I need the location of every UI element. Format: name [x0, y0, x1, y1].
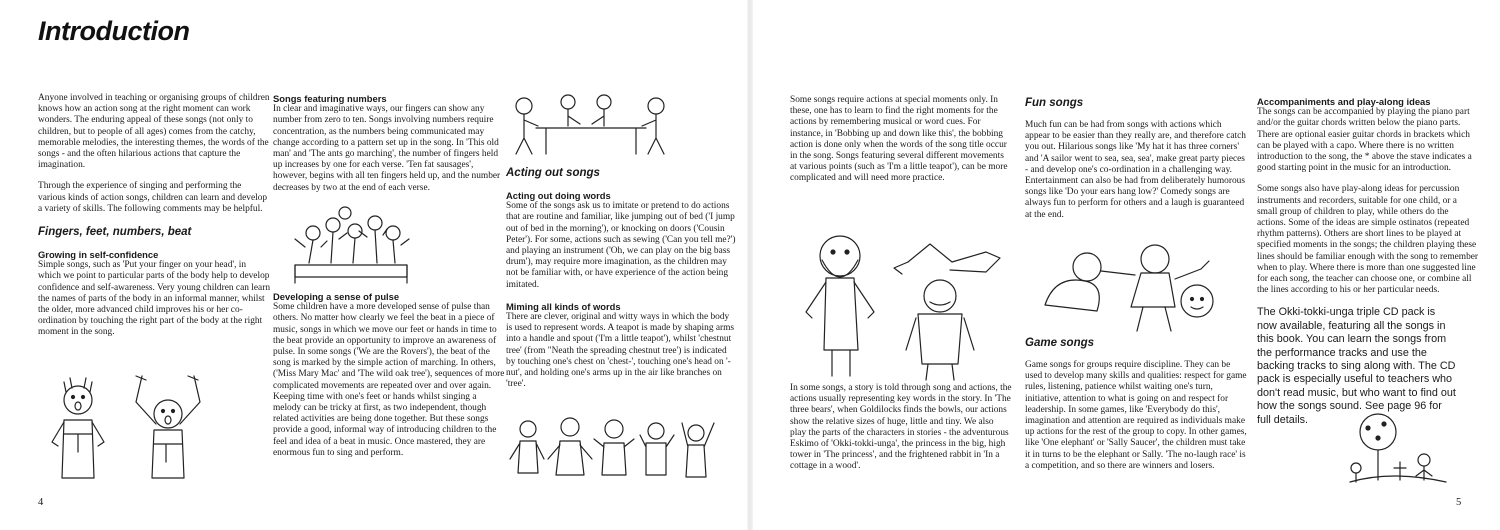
- page-number-right: 5: [1456, 497, 1462, 508]
- miming-paragraph: There are clever, original and witty ways in which the body is used to represent words. A teapot is made by shaping arms into a handle and spout ('I'm a little teapot'), whilst 'chestnut tree' (from "Neath the spreading chestnut tree') is indicated by touching one's chest on 'chest-', touching one's head on '-nut', and holding one's arms up in the air like branches on 'tree'.: [506, 312, 735, 390]
- section-acting-out: Acting out songs: [506, 167, 600, 179]
- skills-paragraph: Through the experience of singing and performing the various kinds of action songs, children can learn and develop a variety of skills. The following comments may be helpful.: [38, 181, 268, 214]
- page-number-left: 4: [38, 497, 44, 508]
- heading-doing-words: Acting out doing words: [506, 190, 611, 201]
- column-6: [1257, 96, 1479, 437]
- page-title: Introduction: [38, 16, 190, 46]
- column-4-lower: [790, 383, 1012, 483]
- elephant-game-illustration: [1025, 235, 1230, 335]
- column-3: [506, 166, 736, 400]
- story-paragraph: In some songs, a story is told through song and actions, the actions usually representing key words in the story. In 'The three bears', when Goldilocks finds the bowls, our actions show the relative sizes of huge, little and tiny. We also play the parts of the characters in stories - the adventurous Eskimo of 'Okki-tokki-unga', the princess in the big, high tower in 'The princess', and the frightened rabbit in 'In a cottage in a wood'.: [790, 383, 1012, 472]
- bearded-man-and-figure-illustration: [790, 222, 1020, 382]
- self-confidence-paragraph: Simple songs, such as 'Put your finger on your head', in which we point to particular parts of the body help to develop confidence and self-awareness. Very young children can learn the names of parts of the body in an informal manner, whilst the older, more advanced child improves his or her co-ordination by touching the right part of the body at the right moment in the song.: [38, 260, 271, 338]
- column-1: [38, 93, 270, 349]
- section-game-songs: Game songs: [1025, 337, 1095, 349]
- heading-pulse: Developing a sense of pulse: [273, 291, 400, 302]
- pulse-paragraph: Some children have a more developed sense of pulse than others. No matter how clearly we feel the beat in a piece of music, songs in which we move our feet or hands in time to the beat provide an opportunity to improve an awareness of pulse. In some songs ('We are the Rovers'), the beat of the song is marked by the simple action of marching. In others, ('Miss Mary Mac' and 'The wild oak tree'), sequences of more complicated movements are repeated over and over again. Keeping time with one's feet or hands whilst singing a melody can be tricky at first, as two independent, though related activities are being done together. But these songs provide a good, informal way of introducing children to the feel and idea of a beat in music. Once mastered, they are enormous fun to sing and perform.: [273, 302, 505, 458]
- two-children-illustration: [38, 372, 228, 482]
- section-fun-songs: Fun songs: [1025, 97, 1084, 109]
- doing-words-paragraph: Some of the songs ask us to imitate or pretend to do actions that are routine and familiar, like jumping out of bed ('I jump out of bed in the morning'), or knocking on doors ('Cousin Peter'). For some, actions such as sewing ('Can you tell me?') and playing an instrument ('Oh, we can play on the big bass drum'), may require more imagination, as the children may not be familiar with, or have experience of the action being imitated.: [506, 201, 736, 290]
- accompaniments-paragraph: The songs can be accompanied by playing the piano part and/or the guitar chords written below the piano parts. There are optional easier guitar chords in brackets which can be played with a capo. Where there is no written introduction to the song, the * above the stave indicates a good starting point in the music for an introduction.: [1257, 107, 1472, 174]
- column-2-lower: [273, 291, 505, 469]
- column-2: [273, 93, 505, 204]
- book-gutter: [747, 0, 753, 530]
- heading-accompaniments: Accompaniments and play-along ideas: [1257, 96, 1431, 107]
- intro-paragraph: Anyone involved in teaching or organising groups of children knows how an action song at the right moment can work wonders. The enduring appeal of these songs (not only to children, but to people of all ages) comes from the catchy, memorable melodies, the interesting themes, the words of the songs - and the often hilarious actions that capture the imagination.: [38, 93, 270, 171]
- play-along-paragraph: Some songs also have play-along ideas for percussion instruments and recorders, suitable for one child, or a small group of children to play, while others do the actions. Some of the ideas are simple ostinatos (repeated rhythm patterns). Others are short lines to be played at specified moments in the songs; the children playing these lines should be familiar enough with the song to remember when to play. Where there is more than one suggested line for each song, the teacher can choose one, or combine all the lines according to his or her particular needs.: [1257, 184, 1479, 296]
- column-5: [1025, 96, 1247, 231]
- game-songs-paragraph: Game songs for groups require discipline. They can be used to develop many skills and qualities: respect for game rules, listening, patience whilst waiting one's turn, initiative, attention to what is going on and respect for leadership. In some games, like 'Everybody do this', imagination and attention are required as individuals make up actions for the rest of the group to copy. In other games, like 'One elephant' or 'Sally Saucer', the children must take it in turns to be the elephant or Sally. 'The no-laugh race' is a competition, and so there are winners and losers.: [1025, 360, 1247, 471]
- column-4: [790, 95, 1012, 195]
- special-moments-paragraph: Some songs require actions at special moments only. In these, one has to learn to find the right moments for the actions by remembering musical or word cues. For instance, in 'Bobbing up and down like this', the bobbing action is done only when the words of the song title occur in the song. Songs featuring several different movements at various points (such as 'I'm a little teapot'), can be more complicated and will need more practice.: [790, 95, 1008, 184]
- children-at-table-illustration: [506, 88, 676, 156]
- heading-self-confidence: Growing in self-confidence: [38, 249, 159, 261]
- heading-miming: Miming all kinds of words: [506, 300, 621, 312]
- cd-pack-paragraph: The Okki-tokki-unga triple CD pack is now available, featuring all the songs in this book. You can learn the songs from the performance tracks and use the backing tracks to sing along with. The CD pack is especially useful to teachers who don't read music, but who want to find out how the songs sound. See page 96 for full details.: [1257, 306, 1456, 426]
- heading-numbers: Songs featuring numbers: [273, 93, 387, 104]
- children-miming-illustration: [506, 415, 721, 490]
- column-5-lower: [1025, 336, 1247, 482]
- numbers-paragraph: In clear and imaginative ways, our fingers can show any number from zero to ten. Songs involving numbers require concentration, as the numbers being communicated may change according to a pattern set up in the song. In 'This old man' and 'The ants go marching', the number of fingers held up increases by one for each verse. 'Ten fat sausages', however, begins with all ten fingers held up, and the number decreases by two at the end of each verse.: [273, 104, 501, 193]
- children-on-bed-illustration: [287, 203, 417, 291]
- fun-songs-paragraph: Much fun can be had from songs with actions which appear to be easier than they really are, and therefore catch you out. Hilarious songs like 'My hat it has three corners' and 'A sailor went to sea, sea, sea', make great party pieces - and develop one's co-ordination in a challenging way. Entertainment can also be had from deliberately humorous songs like 'Do your ears hang low?' Comedy songs are always fun to perform for others and a laugh is guaranteed at the end.: [1025, 120, 1246, 220]
- section-fingers-feet: Fingers, feet, numbers, beat: [38, 226, 192, 239]
- tree-and-children-illustration: [1342, 410, 1452, 490]
